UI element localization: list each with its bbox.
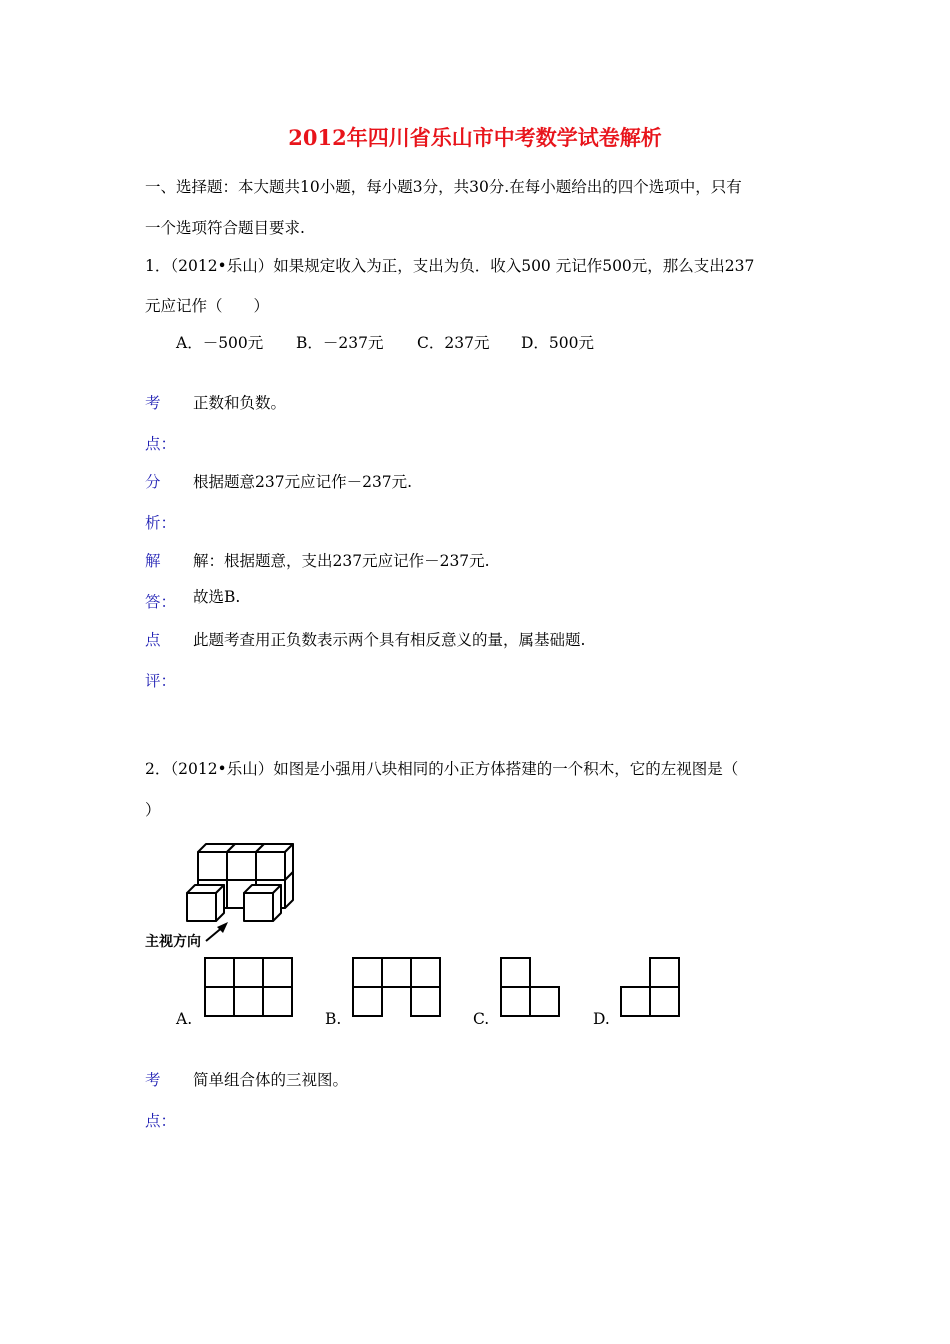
q2-option-d-view [620, 957, 682, 1019]
q2-option-c-view [500, 957, 562, 1019]
q1-kaodian: 正数和负数。 [193, 394, 287, 412]
q1-dianping: 此题考查用正负数表示两个具有相反意义的量，属基础题. [193, 631, 586, 649]
q1-jieda-line-2: 故选B. [193, 588, 241, 606]
q2-stem-line-1: 2．（2012•乐山）如图是小强用八块相同的小正方体搭建的一个积木，它的左视图是（ [145, 760, 739, 778]
q2-option-c-label: C. [473, 1010, 490, 1028]
q1-jieda-label-2: 答： [145, 593, 177, 611]
q2-option-b-view [352, 957, 442, 1019]
q2-option-b-label: B. [325, 1010, 342, 1028]
page-title: 2012年四川省乐山市中考数学试卷解析 [288, 125, 662, 150]
q2-kaodian: 简单组合体的三视图。 [193, 1071, 349, 1089]
q1-kaodian-label-1: 考 [145, 394, 161, 412]
q1-jieda-label-1: 解 [145, 552, 161, 570]
q1-option-a: A．－500元 [176, 334, 264, 352]
q2-stem-line-2: ） [145, 801, 161, 819]
q1-dianping-label-1: 点 [145, 631, 161, 649]
section-heading-line-1: 一、选择题：本大题共10小题，每小题3分，共30分.在每小题给出的四个选项中，只有 [145, 178, 742, 196]
q1-kaodian-label-2: 点： [145, 435, 177, 453]
q1-stem-line-1: 1．（2012•乐山）如果规定收入为正，支出为负．收入500 元记作500元，那么支出237 [145, 257, 755, 275]
q1-fenxi-label-2: 析： [145, 514, 177, 532]
q1-fenxi: 根据题意237元应记作－237元. [193, 473, 413, 491]
q1-fenxi-label-1: 分 [145, 473, 161, 491]
q2-figure-caption: 主视方向 [145, 934, 201, 950]
q2-kaodian-label-2: 点： [145, 1112, 177, 1130]
q2-option-a-label: A. [176, 1010, 193, 1028]
q2-option-a-view [204, 957, 294, 1019]
q1-option-d: D．500元 [521, 334, 595, 352]
q1-dianping-label-2: 评： [145, 672, 177, 690]
q1-option-c: C．237元 [417, 334, 490, 352]
q1-jieda-line-1: 解：根据题意，支出237元应记作－237元. [193, 552, 490, 570]
section-heading-line-2: 一个选项符合题目要求. [145, 219, 305, 237]
q1-option-b: B．－237元 [296, 334, 384, 352]
q2-kaodian-label-1: 考 [145, 1071, 161, 1089]
q2-option-d-label: D. [593, 1010, 610, 1028]
q1-stem-line-2: 元应记作（ ） [145, 297, 270, 315]
